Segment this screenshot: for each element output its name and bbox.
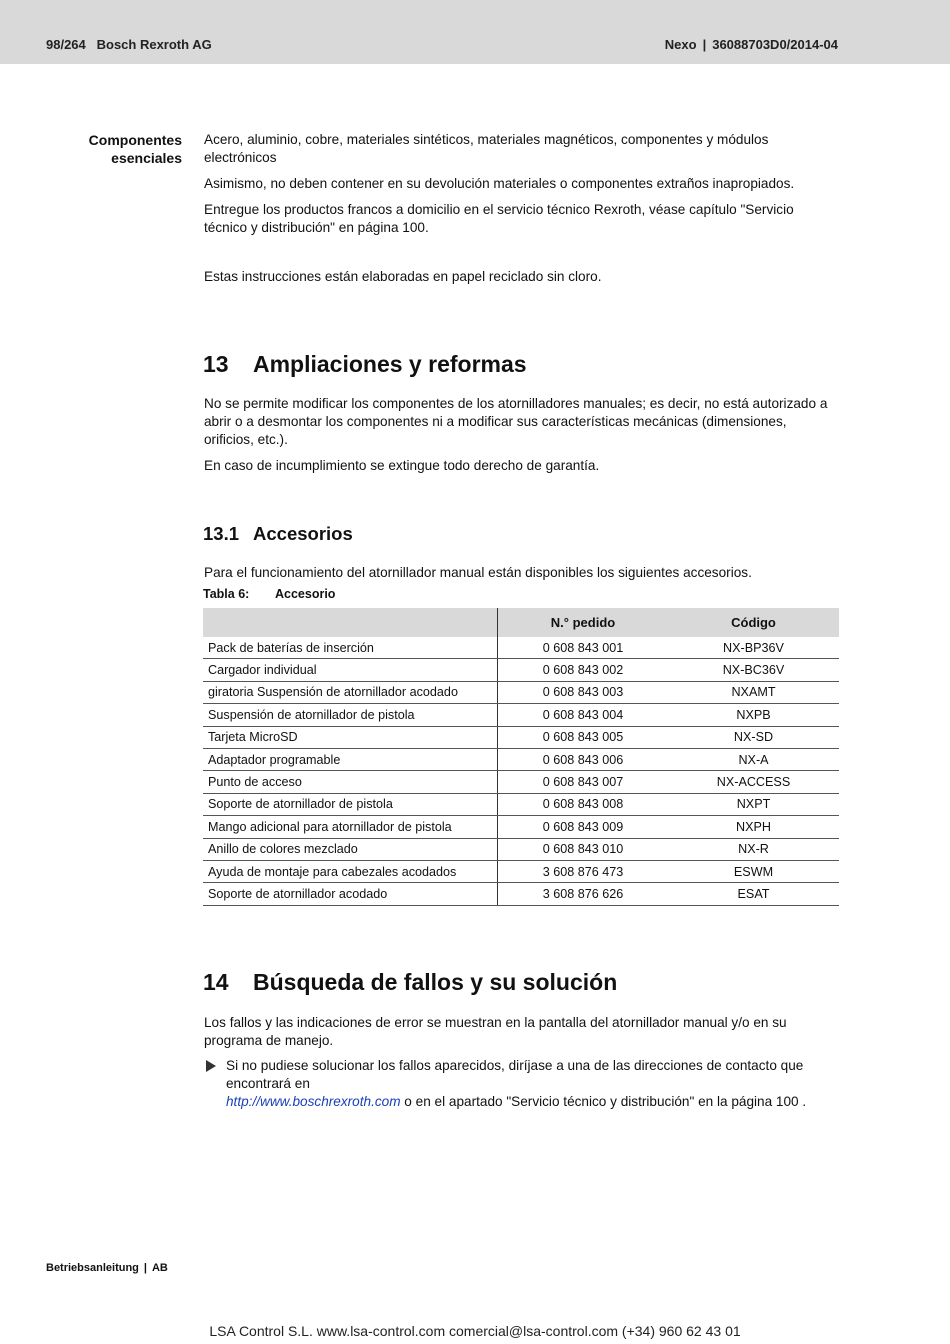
header-right: Nexo | 36088703D0/2014-04 [664, 37, 838, 52]
header-left [46, 37, 212, 52]
accessory-name: Anillo de colores mezclado [203, 838, 498, 860]
accessory-code: NXAMT [668, 681, 839, 703]
paragraph: Entregue los productos francos a domicilio en el servicio técnico Rexroth, véase capítulo "Servicio técnico y distribución" en página 100. [204, 202, 794, 235]
document-id: 36088703D0/2014-04 [712, 37, 838, 52]
paragraph: En caso de incumplimiento se extingue todo derecho de garantía. [204, 458, 600, 473]
table-row [203, 771, 839, 793]
order-number: 0 608 843 007 [498, 771, 669, 793]
accessory-code: NXPB [668, 704, 839, 726]
order-number: 0 608 843 004 [498, 704, 669, 726]
accessories-intro: Para el funcionamiento del atornillador manual están disponibles los siguientes accesorios. [204, 565, 752, 580]
table-caption: Tabla 6: Accesorio [203, 587, 336, 601]
paragraph: Acero, aluminio, cobre, materiales sintéticos, materiales magnéticos, componentes y módulos electrónicos [204, 132, 769, 165]
header-cell [203, 608, 498, 637]
table-row [203, 748, 839, 770]
accessory-name: Soporte de atornillador de pistola [203, 793, 498, 815]
order-number: 0 608 843 006 [498, 748, 669, 770]
section-13-1-heading: 13.1 Accesorios [203, 523, 353, 544]
section-14-body: Los fallos y las indicaciones de error se muestran en la pantalla del atornillador manual y/o en su programa de manejo. [204, 1015, 787, 1048]
accessory-code: NX-BP36V [668, 637, 839, 659]
accessory-name: Punto de acceso [203, 771, 498, 793]
accessory-name: Suspensión de atornillador de pistola [203, 704, 498, 726]
page-number: 98/264 [46, 37, 86, 52]
table-row [203, 659, 839, 681]
accessory-name: Mango adicional para atornillador de pistola [203, 816, 498, 838]
order-number: 0 608 843 010 [498, 838, 669, 860]
header-code: Código [668, 608, 839, 637]
accessory-name: Pack de baterías de inserción [203, 637, 498, 659]
company-name: Bosch Rexroth AG [96, 37, 212, 52]
website-link[interactable]: http://www.boschrexroth.com [226, 1094, 401, 1109]
page-header [0, 0, 950, 64]
section-13-body [204, 395, 840, 475]
table-header-row [203, 608, 839, 637]
accessory-code: NX-ACCESS [668, 771, 839, 793]
essentials-body [204, 131, 840, 237]
table-row [203, 637, 839, 659]
section-14-heading: 14 Búsqueda de fallos y su solución [203, 969, 618, 995]
accessory-code: NX-R [668, 838, 839, 860]
order-number: 0 608 843 008 [498, 793, 669, 815]
table-row [203, 860, 839, 882]
accessory-code: NXPT [668, 793, 839, 815]
table-row [203, 704, 839, 726]
order-number: 0 608 843 001 [498, 637, 669, 659]
paragraph: Asimismo, no deben contener en su devolución materiales o componentes extraños inapropiados. [204, 176, 795, 191]
accessory-code: NX-SD [668, 726, 839, 748]
accessory-name: Ayuda de montaje para cabezales acodados [203, 860, 498, 882]
order-number: 0 608 843 002 [498, 659, 669, 681]
table-body [203, 637, 839, 905]
accessory-code: NX-BC36V [668, 659, 839, 681]
accessory-name: Cargador individual [203, 659, 498, 681]
footer-doc-info: Betriebsanleitung | AB [46, 1262, 168, 1274]
bullet-triangle-icon [206, 1060, 216, 1072]
table-row [203, 793, 839, 815]
order-number: 3 608 876 473 [498, 860, 669, 882]
paragraph: No se permite modificar los componentes de los atornilladores manuales; es decir, no está autorizado a abrir o a desmontar los componentes ni a modificar sus características mecánicas (dimensiones, orificios, etc.). [204, 396, 828, 447]
table-row [203, 726, 839, 748]
accessory-code: NXPH [668, 816, 839, 838]
footer-contact: LSA Control S.L. www.lsa-control.com comercial@lsa-control.com (+34) 960 62 43 01 [209, 1323, 741, 1339]
table-row [203, 883, 839, 905]
recycled-note: Estas instrucciones están elaboradas en papel reciclado sin cloro. [204, 269, 602, 284]
order-number: 0 608 843 009 [498, 816, 669, 838]
order-number: 3 608 876 626 [498, 883, 669, 905]
bullet-item: Si no pudiese solucionar los fallos aparecidos, diríjase a una de las direcciones de contacto que encontrará en http://www.boschrexroth.com o en el apartado "Servicio técnico y distribución" en la página 100 . [204, 1057, 840, 1111]
accessory-name: Soporte de atornillador acodado [203, 883, 498, 905]
accessory-code: NX-A [668, 748, 839, 770]
table-row [203, 838, 839, 860]
accessory-name: Adaptador programable [203, 748, 498, 770]
accessory-code: ESWM [668, 860, 839, 882]
order-number: 0 608 843 003 [498, 681, 669, 703]
side-heading: Componentes esenciales [88, 132, 182, 166]
table-row [203, 681, 839, 703]
header-order-number: N.° pedido [498, 608, 669, 637]
accessories-table [203, 608, 839, 906]
table-row [203, 816, 839, 838]
accessory-name: Tarjeta MicroSD [203, 726, 498, 748]
accessory-code: ESAT [668, 883, 839, 905]
product-name: Nexo [664, 37, 697, 52]
section-13-heading: 13 Ampliaciones y reformas [203, 351, 527, 377]
order-number: 0 608 843 005 [498, 726, 669, 748]
accessory-name: giratoria Suspensión de atornillador acodado [203, 681, 498, 703]
